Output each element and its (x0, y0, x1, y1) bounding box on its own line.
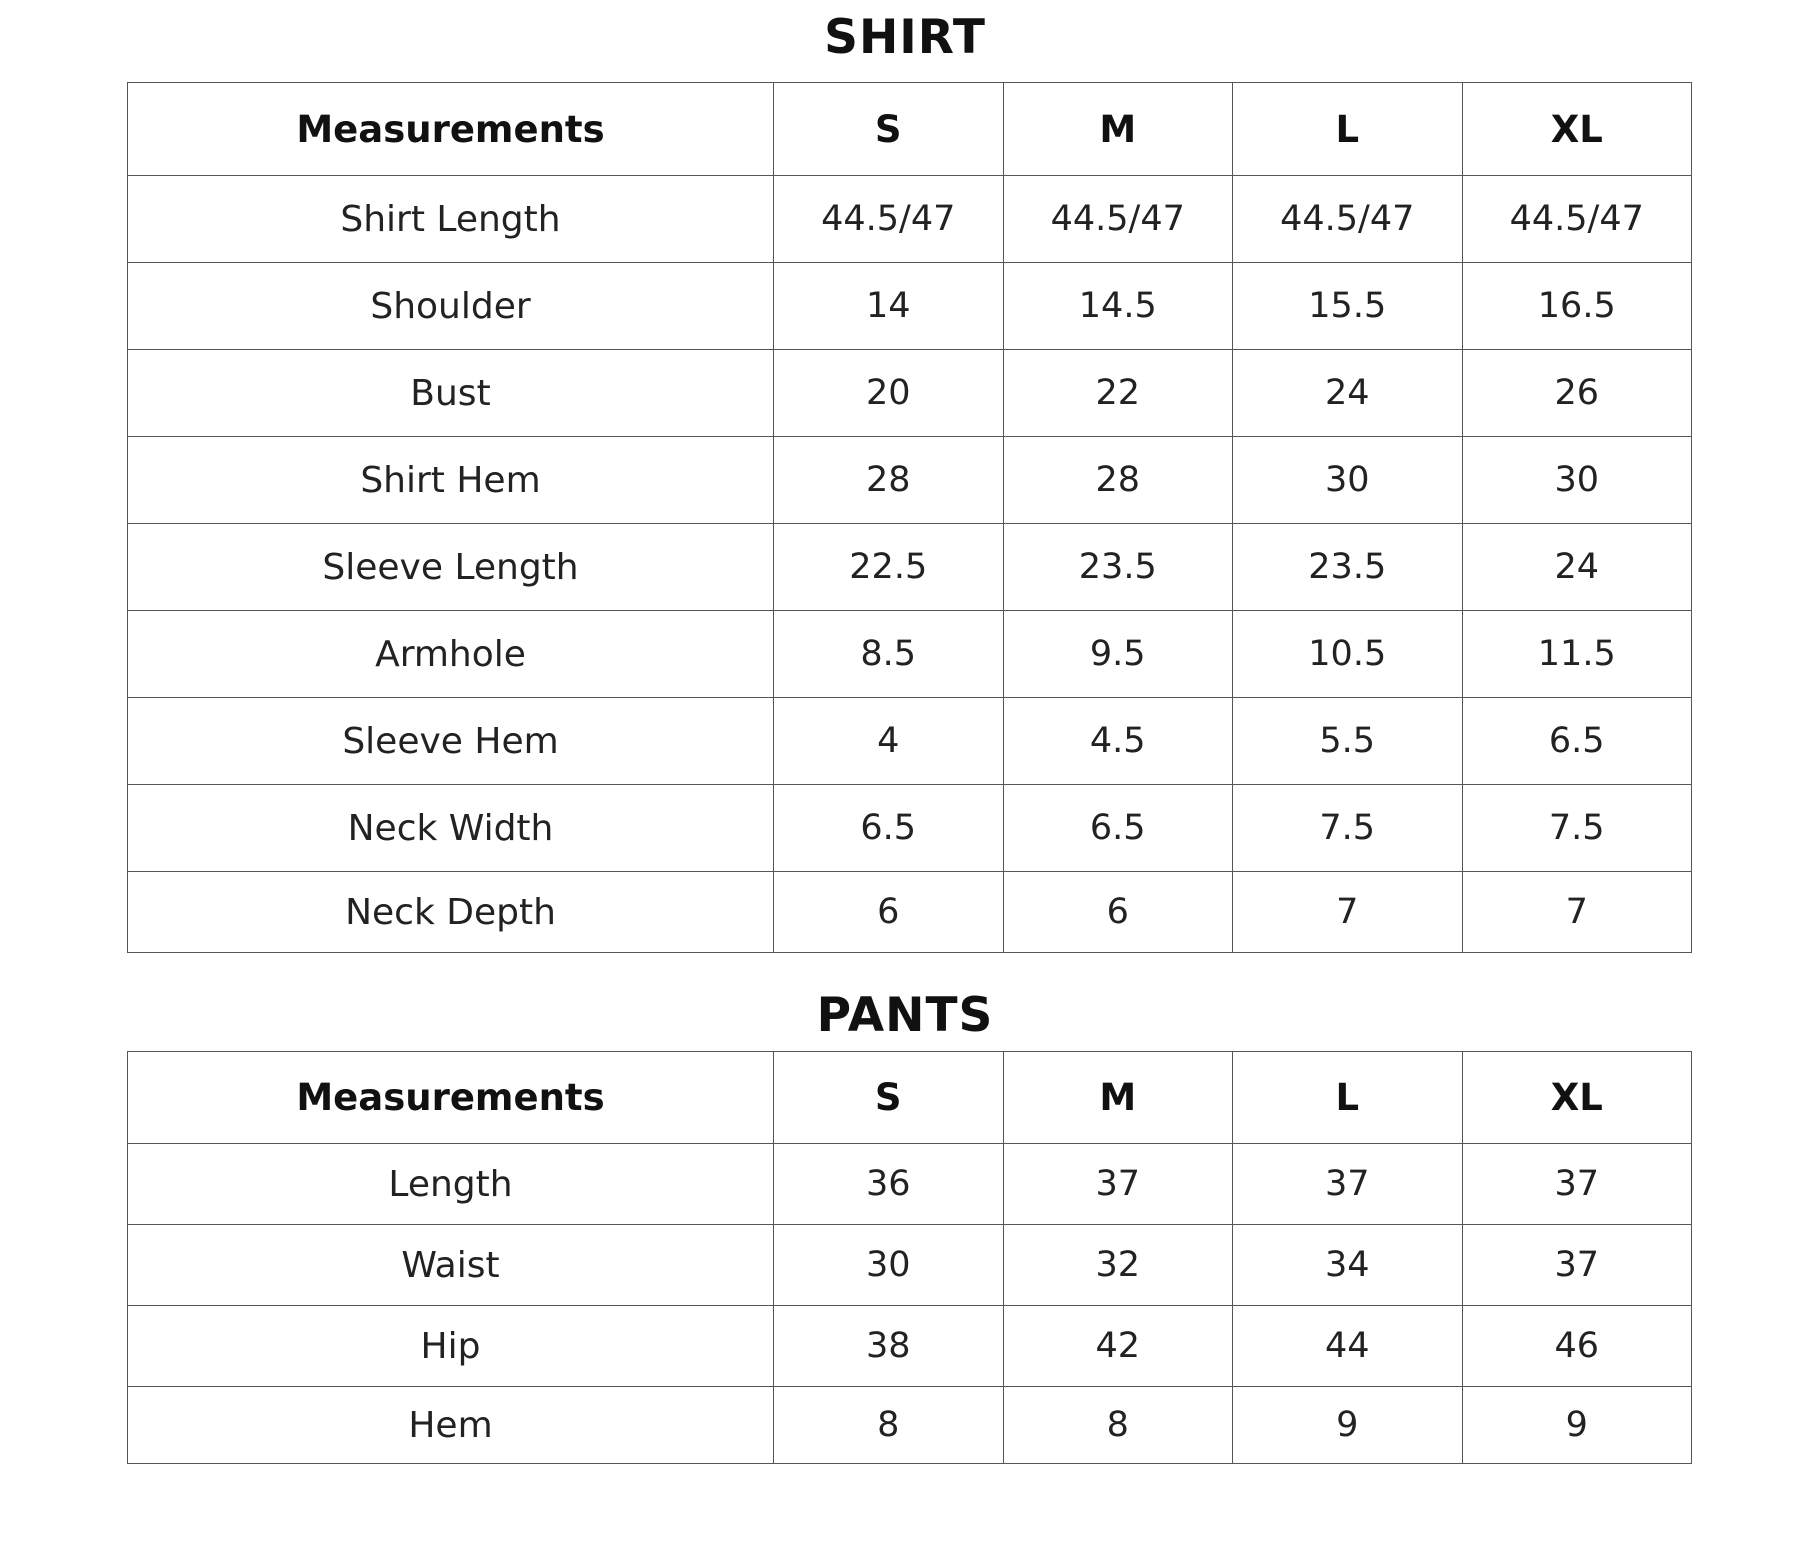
table-row (128, 524, 1692, 611)
measurement-label: Shirt Hem (128, 437, 774, 524)
size-value: 9.5 (1003, 611, 1233, 698)
size-value: 44.5/47 (1233, 176, 1463, 263)
table-row (128, 1306, 1692, 1387)
size-value: 14.5 (1003, 263, 1233, 350)
size-value: 30 (774, 1225, 1004, 1306)
size-value: 8 (774, 1387, 1004, 1464)
measurement-label: Hip (128, 1306, 774, 1387)
size-value: 34 (1233, 1225, 1463, 1306)
size-value: 37 (1462, 1225, 1692, 1306)
table-row (128, 176, 1692, 263)
measurement-label: Neck Depth (128, 872, 774, 953)
table-row (128, 350, 1692, 437)
size-value: 37 (1462, 1144, 1692, 1225)
shirt-size-table (127, 82, 1692, 953)
header-cell: XL (1462, 83, 1692, 176)
size-value: 4 (774, 698, 1004, 785)
shirt-section-title: SHIRT (824, 10, 986, 65)
size-value: 9 (1233, 1387, 1463, 1464)
size-value: 20 (774, 350, 1004, 437)
size-value: 23.5 (1003, 524, 1233, 611)
header-cell: M (1003, 83, 1233, 176)
size-value: 30 (1233, 437, 1463, 524)
table-header-row (128, 83, 1692, 176)
measurement-label: Armhole (128, 611, 774, 698)
size-value: 36 (774, 1144, 1004, 1225)
size-value: 15.5 (1233, 263, 1463, 350)
size-value: 8.5 (774, 611, 1004, 698)
size-value: 4.5 (1003, 698, 1233, 785)
size-value: 28 (1003, 437, 1233, 524)
header-cell: Measurements (128, 83, 774, 176)
size-value: 24 (1233, 350, 1463, 437)
table-row (128, 437, 1692, 524)
size-value: 8 (1003, 1387, 1233, 1464)
size-value: 37 (1233, 1144, 1463, 1225)
measurement-label: Neck Width (128, 785, 774, 872)
size-value: 23.5 (1233, 524, 1463, 611)
size-value: 30 (1462, 437, 1692, 524)
size-value: 7 (1462, 872, 1692, 953)
measurement-label: Waist (128, 1225, 774, 1306)
table-row (128, 1225, 1692, 1306)
measurement-label: Bust (128, 350, 774, 437)
size-value: 6.5 (774, 785, 1004, 872)
size-value: 7.5 (1462, 785, 1692, 872)
size-value: 10.5 (1233, 611, 1463, 698)
size-value: 37 (1003, 1144, 1233, 1225)
size-value: 44.5/47 (1003, 176, 1233, 263)
table-row (128, 1387, 1692, 1464)
measurement-label: Length (128, 1144, 774, 1225)
size-value: 22 (1003, 350, 1233, 437)
size-value: 16.5 (1462, 263, 1692, 350)
header-cell: Measurements (128, 1052, 774, 1144)
size-value: 44.5/47 (1462, 176, 1692, 263)
table-row (128, 872, 1692, 953)
size-value: 7.5 (1233, 785, 1463, 872)
pants-section-title: PANTS (816, 988, 994, 1043)
table-row (128, 698, 1692, 785)
header-cell: L (1233, 83, 1463, 176)
size-value: 46 (1462, 1306, 1692, 1387)
size-value: 26 (1462, 350, 1692, 437)
header-cell: L (1233, 1052, 1463, 1144)
header-cell: M (1003, 1052, 1233, 1144)
size-value: 38 (774, 1306, 1004, 1387)
size-value: 22.5 (774, 524, 1004, 611)
size-value: 24 (1462, 524, 1692, 611)
measurement-label: Sleeve Hem (128, 698, 774, 785)
table-row (128, 263, 1692, 350)
table-row (128, 1144, 1692, 1225)
table-row (128, 611, 1692, 698)
size-value: 14 (774, 263, 1004, 350)
size-value: 6 (1003, 872, 1233, 953)
size-value: 6.5 (1462, 698, 1692, 785)
measurement-label: Sleeve Length (128, 524, 774, 611)
size-value: 28 (774, 437, 1004, 524)
header-cell: XL (1462, 1052, 1692, 1144)
size-value: 6.5 (1003, 785, 1233, 872)
header-cell: S (774, 1052, 1004, 1144)
size-value: 9 (1462, 1387, 1692, 1464)
size-value: 11.5 (1462, 611, 1692, 698)
header-cell: S (774, 83, 1004, 176)
size-value: 7 (1233, 872, 1463, 953)
size-value: 5.5 (1233, 698, 1463, 785)
measurement-label: Hem (128, 1387, 774, 1464)
table-row (128, 785, 1692, 872)
pants-size-table (127, 1051, 1692, 1464)
size-value: 44 (1233, 1306, 1463, 1387)
size-value: 42 (1003, 1306, 1233, 1387)
size-value: 32 (1003, 1225, 1233, 1306)
measurement-label: Shoulder (128, 263, 774, 350)
size-value: 6 (774, 872, 1004, 953)
measurement-label: Shirt Length (128, 176, 774, 263)
size-value: 44.5/47 (774, 176, 1004, 263)
table-header-row (128, 1052, 1692, 1144)
